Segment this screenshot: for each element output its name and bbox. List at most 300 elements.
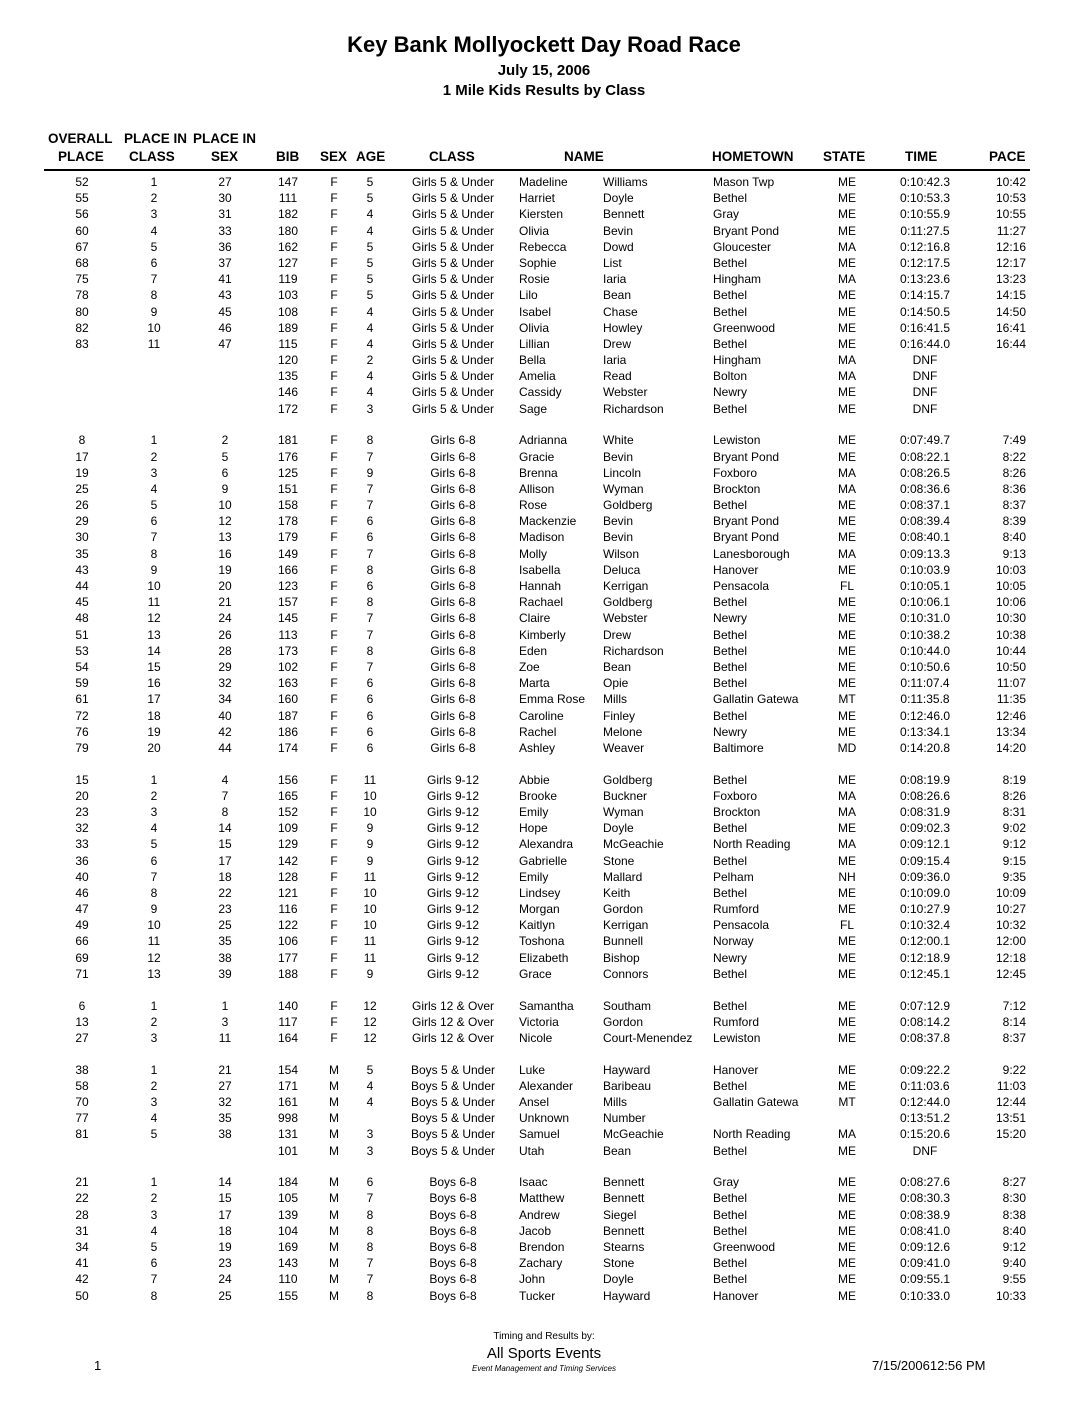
cell-pace: 8:30	[1002, 1191, 1026, 1206]
cell-overall-place: 41	[75, 1256, 89, 1271]
cell-class-place: 7	[150, 272, 158, 287]
result-row	[0, 1207, 1088, 1223]
cell-state: MA	[838, 369, 856, 384]
cell-class-place: 4	[150, 1111, 158, 1126]
cell-class-place: 1	[150, 772, 158, 787]
cell-first-name: Cassidy	[519, 385, 562, 400]
result-row	[0, 239, 1088, 255]
cell-class: Girls 6-8	[430, 595, 476, 610]
cell-class: Girls 6-8	[430, 740, 476, 755]
cell-sex-place: 25	[218, 918, 232, 933]
cell-first-name: Toshona	[519, 934, 565, 949]
result-row	[0, 788, 1088, 804]
cell-class-place: 5	[150, 239, 158, 254]
cell-last-name: Richardson	[603, 401, 664, 416]
cell-overall-place: 27	[75, 1030, 89, 1045]
cell-state: ME	[838, 885, 856, 900]
cell-sex: F	[330, 853, 338, 868]
result-row	[0, 368, 1088, 384]
cell-hometown: Bethel	[713, 885, 748, 900]
cell-pace: 10:05	[995, 579, 1026, 593]
cell-class-place: 3	[150, 1094, 158, 1109]
cell-sex: F	[330, 788, 338, 803]
cell-hometown: Bethel	[713, 1223, 748, 1238]
cell-state: ME	[838, 562, 856, 577]
cell-overall-place: 54	[75, 659, 89, 674]
cell-state: ME	[838, 530, 856, 545]
cell-pace: 10:55	[995, 207, 1026, 222]
cell-sex: F	[330, 514, 338, 529]
cell-state: ME	[838, 1288, 856, 1303]
cell-last-name: Bennett	[603, 1191, 645, 1206]
cell-class: Girls 9-12	[426, 772, 479, 787]
cell-last-name: Deluca	[603, 562, 641, 577]
cell-class-place: 6	[150, 255, 158, 270]
cell-first-name: Isaac	[519, 1175, 548, 1190]
cell-state: MA	[838, 837, 856, 852]
cell-time: 0:07:12.9	[899, 998, 951, 1013]
cell-time: 0:08:36.6	[899, 481, 951, 496]
cell-hometown: Bolton	[713, 369, 748, 384]
cell-sex: M	[329, 1239, 339, 1254]
cell-overall-place: 6	[78, 998, 86, 1013]
cell-last-name: Bennett	[603, 1223, 645, 1238]
cell-time: 0:08:40.1	[899, 530, 951, 545]
cell-first-name: Luke	[519, 1062, 546, 1077]
cell-class: Boys 5 & Under	[410, 1143, 496, 1158]
cell-class-place: 18	[147, 708, 161, 723]
cell-bib: 121	[277, 885, 299, 900]
cell-age: 4	[366, 223, 374, 238]
cell-hometown: Brockton	[713, 804, 761, 819]
cell-age: 5	[366, 255, 374, 270]
cell-overall-place: 17	[75, 449, 89, 464]
cell-sex: M	[329, 1272, 339, 1287]
cell-class: Girls 6-8	[430, 676, 476, 691]
cell-hometown: Bryant Pond	[713, 514, 780, 529]
cell-overall-place: 70	[75, 1094, 89, 1109]
cell-overall-place: 66	[75, 934, 89, 949]
cell-class-place: 4	[150, 1223, 158, 1238]
cell-class-place: 10	[147, 320, 161, 335]
result-row	[0, 708, 1088, 724]
cell-hometown: Greenwood	[713, 1239, 776, 1254]
cell-time: 0:10:50.6	[899, 659, 951, 674]
cell-time: 0:08:37.1	[899, 498, 951, 513]
cell-time: 0:08:39.4	[899, 514, 951, 529]
cell-overall-place: 49	[75, 918, 89, 933]
cell-age: 8	[366, 1239, 374, 1254]
cell-last-name: Webster	[603, 611, 648, 626]
cell-pace: 9:02	[1002, 821, 1026, 836]
cell-bib: 111	[278, 191, 298, 206]
cell-overall-place: 79	[75, 740, 89, 755]
cell-hometown: Brockton	[713, 481, 761, 496]
cell-bib: 163	[277, 676, 299, 691]
cell-class: Girls 9-12	[426, 837, 479, 852]
cell-class: Girls 9-12	[426, 966, 479, 981]
cell-time: 0:10:31.0	[899, 611, 951, 626]
cell-state: MA	[838, 546, 856, 561]
cell-last-name: McGeachie	[603, 837, 664, 852]
cell-first-name: Emma Rose	[519, 692, 586, 707]
cell-time: 0:10:42.3	[899, 175, 951, 189]
cell-sex-place: 15	[218, 837, 232, 852]
cell-state: ME	[838, 514, 856, 529]
cell-bib: 189	[277, 320, 299, 335]
cell-sex-place: 2	[221, 433, 229, 448]
cell-time: 0:13:34.1	[899, 724, 951, 739]
cell-class: Girls 12 & Over	[411, 1030, 495, 1045]
cell-sex-place: 4	[221, 772, 229, 787]
cell-bib: 106	[277, 934, 299, 949]
cell-first-name: Jacob	[519, 1223, 552, 1238]
cell-sex-place: 42	[218, 724, 232, 739]
result-row	[0, 1223, 1088, 1239]
cell-class: Girls 9-12	[426, 853, 479, 868]
cell-sex-place: 43	[218, 288, 232, 303]
cell-class-place: 5	[150, 1239, 158, 1254]
cell-sex-place: 25	[218, 1288, 232, 1303]
cell-pace: 16:41	[995, 320, 1026, 335]
cell-class: Girls 6-8	[430, 724, 476, 739]
cell-pace: 14:15	[995, 288, 1026, 303]
cell-sex-place: 27	[218, 1078, 232, 1093]
cell-bib: 149	[277, 546, 299, 561]
cell-pace: 13:34	[995, 724, 1026, 739]
cell-time: DNF	[912, 401, 938, 416]
cell-hometown: Bethel	[713, 1207, 748, 1222]
cell-time: 0:12:17.5	[899, 255, 951, 270]
cell-pace: 9:22	[1002, 1062, 1026, 1077]
cell-sex-place: 17	[218, 1207, 232, 1222]
cell-first-name: Isabella	[519, 562, 561, 577]
cell-state: ME	[838, 433, 856, 448]
cell-class: Girls 5 & Under	[411, 175, 495, 189]
cell-last-name: Stone	[603, 1256, 635, 1271]
cell-age: 5	[366, 272, 374, 287]
cell-sex: F	[330, 676, 338, 691]
cell-sex: F	[330, 804, 338, 819]
cell-hometown: Bethel	[713, 1078, 748, 1093]
cell-pace: 12:18	[995, 950, 1026, 965]
cell-bib: 176	[277, 449, 299, 464]
cell-bib: 160	[277, 692, 299, 707]
cell-state: MA	[838, 239, 856, 254]
cell-state: ME	[838, 821, 856, 836]
cell-first-name: Claire	[519, 611, 551, 626]
race-title: Key Bank Mollyockett Day Road Race	[347, 32, 741, 57]
cell-sex: F	[330, 611, 338, 626]
cell-sex: F	[330, 207, 338, 222]
cell-pace: 9:35	[1002, 869, 1026, 884]
cell-class: Girls 6-8	[430, 546, 476, 561]
cell-first-name: Sage	[519, 401, 548, 416]
cell-overall-place: 58	[75, 1078, 89, 1093]
cell-sex-place: 35	[218, 1111, 232, 1126]
cell-hometown: Bethel	[713, 966, 748, 981]
cell-age: 4	[366, 1078, 374, 1093]
cell-overall-place: 32	[75, 821, 89, 836]
cell-sex: F	[330, 353, 338, 368]
cell-sex-place: 29	[218, 659, 232, 674]
cell-overall-place: 72	[75, 708, 89, 723]
cell-state: ME	[838, 449, 856, 464]
cell-time: 0:12:46.0	[899, 708, 951, 723]
cell-sex: F	[330, 724, 338, 739]
cell-class: Girls 9-12	[426, 804, 479, 819]
cell-sex: F	[330, 579, 338, 593]
cell-first-name: Olivia	[519, 320, 550, 335]
cell-age: 10	[363, 885, 377, 900]
cell-pace: 8:26	[1002, 788, 1026, 803]
cell-bib: 127	[277, 255, 299, 270]
cell-time: 0:15:20.6	[899, 1127, 951, 1142]
cell-pace: 12:46	[995, 708, 1026, 723]
cell-time: 0:08:27.6	[899, 1175, 951, 1190]
cell-age: 4	[366, 304, 374, 319]
cell-time: 0:09:12.6	[899, 1239, 951, 1254]
cell-class: Girls 6-8	[430, 562, 476, 577]
cell-last-name: Read	[603, 369, 632, 384]
cell-last-name: Finley	[603, 708, 636, 723]
col-sex-place-header: SEX	[211, 149, 239, 164]
cell-sex: M	[329, 1127, 339, 1142]
cell-last-name: Gordon	[603, 1014, 644, 1029]
result-row	[0, 1126, 1088, 1142]
cell-sex-place: 36	[218, 239, 232, 254]
cell-hometown: Hingham	[713, 353, 762, 368]
cell-pace: 12:17	[995, 255, 1026, 270]
cell-time: 0:10:27.9	[899, 902, 951, 917]
cell-age: 8	[366, 643, 374, 658]
result-row	[0, 449, 1088, 465]
cell-age: 9	[366, 821, 374, 836]
cell-sex-place: 14	[218, 1175, 232, 1190]
cell-last-name: Mallard	[603, 869, 643, 884]
results-table	[0, 174, 1088, 1304]
cell-state: ME	[838, 336, 856, 351]
cell-class: Girls 5 & Under	[411, 272, 495, 287]
cell-state: ME	[838, 934, 856, 949]
cell-pace: 8:37	[1002, 1030, 1026, 1045]
cell-age: 7	[366, 546, 374, 561]
cell-age: 7	[366, 659, 374, 674]
cell-sex-place: 19	[218, 562, 232, 577]
cell-bib: 156	[277, 772, 299, 787]
result-row	[0, 1014, 1088, 1030]
col-state-header: STATE	[823, 149, 866, 164]
cell-time: 0:09:12.1	[899, 837, 951, 852]
cell-state: MA	[838, 465, 856, 480]
cell-first-name: Eden	[519, 643, 548, 658]
cell-overall-place: 44	[75, 579, 89, 593]
cell-time: 0:09:02.3	[899, 821, 951, 836]
cell-last-name: Mills	[603, 692, 627, 707]
cell-time: 0:11:07.4	[900, 676, 950, 691]
cell-class: Girls 9-12	[426, 869, 479, 884]
cell-bib: 143	[277, 1256, 299, 1271]
cell-state: MA	[838, 804, 856, 819]
cell-class-place: 7	[150, 530, 158, 545]
cell-sex-place: 6	[221, 465, 229, 480]
cell-hometown: Bethel	[713, 676, 748, 691]
cell-hometown: Bethel	[713, 772, 748, 787]
cell-class: Boys 6-8	[429, 1239, 477, 1254]
cell-age: 10	[363, 902, 377, 917]
cell-overall-place: 51	[75, 627, 89, 642]
cell-last-name: Bevin	[603, 514, 634, 529]
cell-state: ME	[838, 288, 856, 303]
cell-state: ME	[838, 966, 856, 981]
cell-hometown: Norway	[713, 934, 754, 949]
cell-age: 7	[366, 1256, 374, 1271]
cell-hometown: North Reading	[713, 1127, 791, 1142]
cell-age: 12	[363, 1014, 377, 1029]
cell-state: ME	[838, 708, 856, 723]
result-row	[0, 998, 1088, 1014]
cell-class-place: 5	[150, 498, 158, 513]
cell-last-name: Kerrigan	[603, 579, 649, 593]
cell-hometown: Lewiston	[713, 1030, 761, 1045]
cell-class-place: 6	[150, 1256, 158, 1271]
col-place-in-class-label: PLACE IN	[124, 131, 188, 146]
cell-bib: 139	[277, 1207, 299, 1222]
cell-class-place: 12	[147, 611, 161, 626]
cell-last-name: Siegel	[603, 1207, 637, 1222]
cell-state: MA	[838, 353, 856, 368]
result-row	[0, 659, 1088, 675]
cell-sex: F	[330, 708, 338, 723]
cell-bib: 109	[277, 821, 299, 836]
cell-pace: 10:33	[995, 1288, 1026, 1303]
cell-overall-place: 78	[75, 288, 89, 303]
cell-hometown: Bethel	[713, 255, 748, 270]
cell-bib: 131	[277, 1127, 299, 1142]
cell-age: 6	[366, 692, 374, 707]
cell-sex: M	[329, 1143, 339, 1158]
result-row	[0, 1078, 1088, 1094]
cell-pace: 9:12	[1002, 1239, 1026, 1254]
cell-first-name: Caroline	[519, 708, 564, 723]
cell-sex-place: 9	[221, 481, 229, 496]
cell-overall-place: 34	[75, 1239, 89, 1254]
result-row	[0, 513, 1088, 529]
result-row	[0, 529, 1088, 545]
cell-first-name: Isabel	[519, 304, 552, 319]
cell-time: 0:10:33.0	[899, 1288, 951, 1303]
cell-last-name: White	[603, 433, 634, 448]
cell-last-name: Stearns	[603, 1239, 645, 1254]
cell-time: 0:08:41.0	[899, 1223, 951, 1238]
cell-time: 0:10:09.0	[899, 885, 951, 900]
cell-bib: 178	[277, 514, 299, 529]
cell-class-place: 2	[150, 1014, 158, 1029]
cell-bib: 142	[277, 853, 299, 868]
timing-tagline: Event Management and Timing Services	[472, 1364, 616, 1373]
cell-state: ME	[838, 304, 856, 319]
cell-sex-place: 32	[218, 1094, 232, 1109]
cell-last-name: Williams	[603, 175, 648, 189]
cell-pace: 7:49	[1002, 433, 1026, 448]
cell-last-name: Southam	[603, 998, 652, 1013]
cell-first-name: Madeline	[519, 175, 568, 189]
cell-class: Girls 6-8	[430, 643, 476, 658]
cell-bib: 125	[277, 465, 299, 480]
cell-time: 0:10:53.3	[899, 191, 951, 206]
cell-sex: F	[330, 449, 338, 464]
result-row	[0, 917, 1088, 933]
cell-overall-place: 23	[75, 804, 89, 819]
cell-first-name: Brenna	[519, 465, 558, 480]
cell-class-place: 6	[150, 514, 158, 529]
cell-overall-place: 29	[75, 514, 89, 529]
cell-age: 10	[363, 788, 377, 803]
cell-time: 0:09:22.2	[899, 1062, 951, 1077]
cell-class-place: 1	[150, 1062, 158, 1077]
cell-class-place: 7	[150, 1272, 158, 1287]
cell-first-name: Andrew	[519, 1207, 560, 1222]
cell-last-name: Buckner	[603, 788, 648, 803]
cell-first-name: Rose	[519, 498, 548, 513]
cell-sex-place: 24	[218, 611, 232, 626]
cell-time: 0:08:38.9	[899, 1207, 951, 1222]
cell-bib: 145	[277, 611, 299, 626]
cell-class: Girls 5 & Under	[411, 239, 495, 254]
cell-overall-place: 30	[75, 530, 89, 545]
cell-pace: 9:15	[1002, 853, 1026, 868]
cell-age: 5	[366, 191, 374, 206]
cell-class-place: 8	[150, 288, 158, 303]
cell-sex-place: 40	[218, 708, 232, 723]
cell-class: Girls 6-8	[430, 692, 476, 707]
cell-last-name: Doyle	[603, 821, 634, 836]
cell-pace: 8:27	[1002, 1175, 1026, 1190]
cell-sex: F	[330, 191, 338, 206]
cell-first-name: Kaitlyn	[519, 918, 556, 933]
cell-class: Girls 9-12	[426, 950, 479, 965]
result-row	[0, 546, 1088, 562]
cell-class-place: 19	[147, 724, 161, 739]
cell-class-place: 20	[147, 740, 161, 755]
cell-first-name: Amelia	[519, 369, 556, 384]
cell-first-name: Rebecca	[519, 239, 567, 254]
result-row	[0, 1143, 1088, 1159]
cell-class-place: 1	[150, 1175, 158, 1190]
col-class-place-header: CLASS	[129, 149, 175, 164]
cell-sex-place: 10	[218, 498, 232, 513]
cell-class: Girls 6-8	[430, 611, 476, 626]
race-date: July 15, 2006	[497, 62, 591, 79]
cell-first-name: Zachary	[519, 1256, 563, 1271]
cell-class: Boys 6-8	[429, 1223, 477, 1238]
cell-class-place: 9	[150, 304, 158, 319]
cell-sex-place: 21	[218, 595, 232, 610]
cell-overall-place: 19	[75, 465, 89, 480]
cell-class-place: 8	[150, 546, 158, 561]
cell-pace: 8:36	[1002, 481, 1026, 496]
cell-sex-place: 14	[218, 821, 232, 836]
cell-age: 11	[363, 772, 377, 787]
cell-sex-place: 11	[218, 1030, 232, 1045]
cell-overall-place: 83	[75, 336, 89, 351]
result-row	[0, 933, 1088, 949]
cell-age: 8	[366, 1223, 374, 1238]
cell-class: Girls 9-12	[426, 788, 479, 803]
cell-last-name: Court-Menendez	[603, 1030, 693, 1045]
cell-state: MA	[838, 788, 856, 803]
cell-pace: 10:09	[995, 885, 1026, 900]
